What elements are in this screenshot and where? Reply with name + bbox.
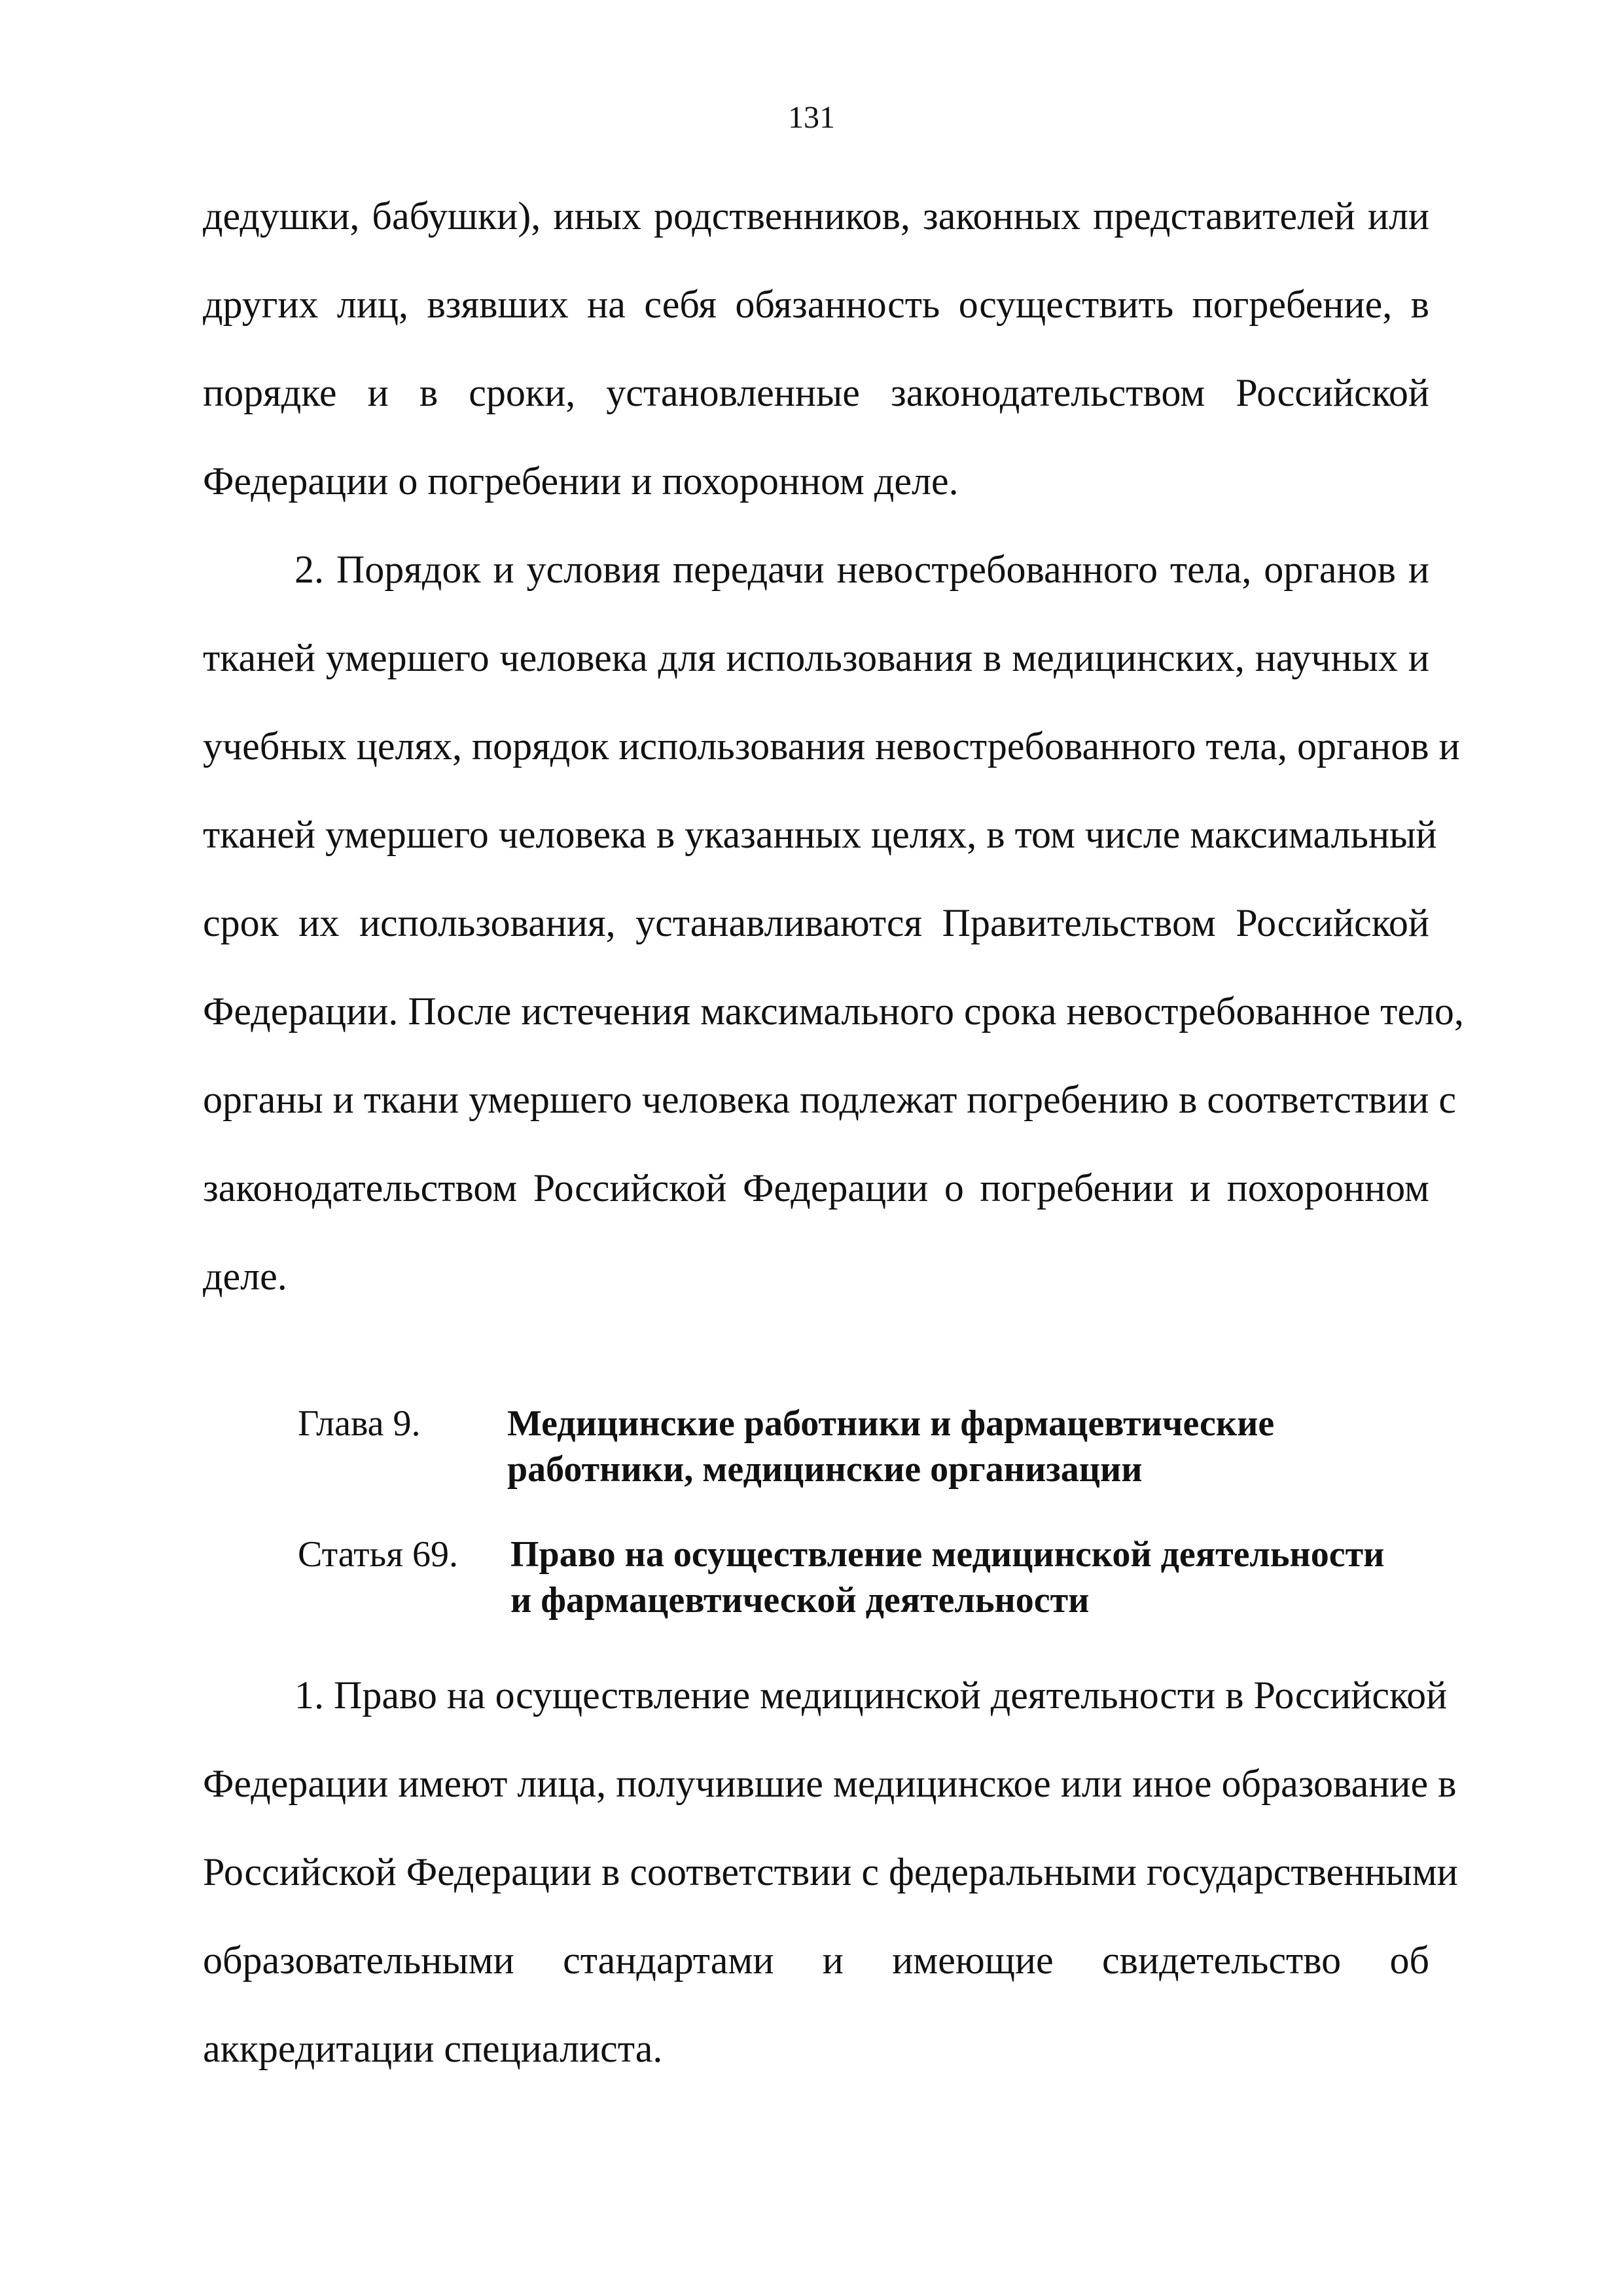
- paragraph-article-1: [203, 1669, 1458, 2111]
- text-line: порядке и в сроки, установленные законодательством Российской: [203, 371, 1429, 414]
- text-line: образовательными стандартами и имеющие свидетельство об: [203, 1939, 1429, 1982]
- article-label: Статья 69.: [298, 1534, 458, 1575]
- chapter-title: [507, 1401, 1450, 1492]
- text-line: Федерации. После истечения максимального срока невостребованное тело,: [203, 990, 1464, 1033]
- text-line: законодательством Российской Федерации о погребении и похоронном: [203, 1166, 1429, 1210]
- text-line: других лиц, взявших на себя обязанность осуществить погребение, в: [203, 283, 1429, 326]
- article-title-line: и фармацевтической деятельности: [510, 1580, 1090, 1621]
- article-title: [510, 1532, 1453, 1623]
- text-line: 1. Право на осуществление медицинской деятельности в Российской: [294, 1674, 1448, 1717]
- text-line: органы и ткани умершего человека подлежат погребению в соответствии с: [203, 1078, 1457, 1121]
- article-heading: [298, 1532, 1450, 1630]
- chapter-heading: [298, 1401, 1450, 1499]
- page-number: 131: [788, 100, 835, 135]
- text-line: срок их использования, устанавливаются Правительством Российской: [203, 901, 1429, 944]
- text-line: Российской Федерации в соответствии с федеральными государственными: [203, 1850, 1458, 1893]
- paragraph-2: [203, 543, 1464, 1338]
- chapter-title-line: Медицинские работники и фармацевтические: [507, 1403, 1275, 1444]
- text-line: Федерации о погребении и похоронном деле.: [203, 459, 959, 503]
- text-line: дедушки, бабушки), иных родственников, законных представителей или: [203, 194, 1429, 238]
- text-line: тканей умершего человека для использования в медицинских, научных и: [203, 636, 1429, 679]
- text-line: 2. Порядок и условия передачи невостребованного тела, органов и: [294, 548, 1429, 591]
- text-line: деле.: [203, 1255, 287, 1298]
- chapter-title-line: работники, медицинские организации: [507, 1449, 1143, 1490]
- paragraph-continuation: [203, 190, 1429, 543]
- text-line: учебных целях, порядок использования невостребованного тела, органов и: [203, 725, 1460, 768]
- chapter-label: Глава 9.: [298, 1403, 421, 1444]
- text-line: Федерации имеют лица, получившие медицинское или иное образование в: [203, 1762, 1457, 1805]
- text-line: аккредитации специалиста.: [203, 2027, 663, 2070]
- text-line: тканей умершего человека в указанных целях, в том числе максимальный: [203, 813, 1437, 856]
- article-title-line: Право на осуществление медицинской деятельности: [510, 1534, 1385, 1575]
